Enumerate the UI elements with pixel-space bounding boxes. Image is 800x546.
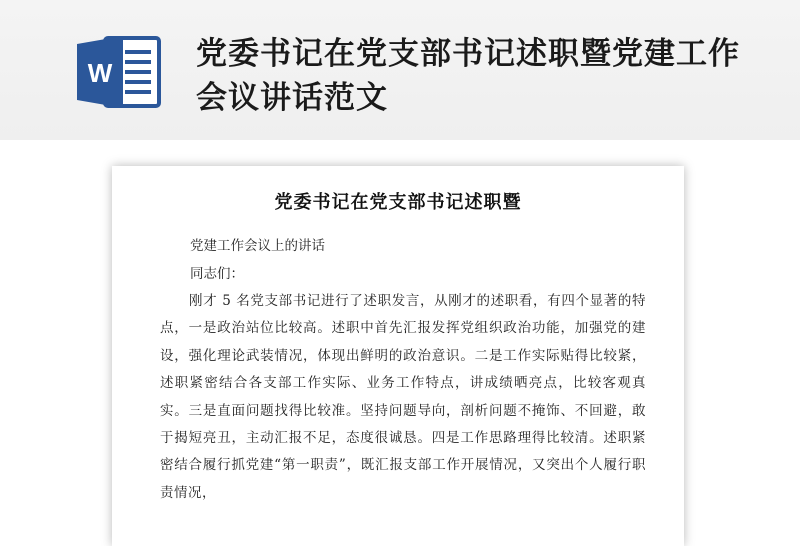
document-preview xyxy=(112,166,684,546)
document-heading: 党委书记在党支部书记述职暨 xyxy=(274,192,522,213)
word-icon-letter: W xyxy=(87,58,113,88)
document-body: 刚才 5 名党支部书记进行了述职发言，从刚才的述职看，有四个显著的特点，一是政治站位比较高。述职中首先汇报发挥党组织政治功能，加强党的建设，强化理论武装情况，体现出鲜明的政治意识。二是工作实际贴得比较紧，述职紧密结合各支部工作实际、业务工作特点，讲成绩晒亮点，比较客观真实。三是直面问题找得比较准。坚持问题导向，剖析问题不掩饰、不回避，敢于揭短亮丑，主动汇报不足，态度很诚恳。四是工作思路理得比较清。述职紧密结合履行抓党建“第一职责”，既汇报支部工作开展情况，又突出个人履行职责情况， xyxy=(160,293,646,501)
document-subtitle-line: 党建工作会议上的讲话 xyxy=(190,238,325,254)
banner xyxy=(0,0,800,140)
page-title: 党委书记在党支部书记述职暨党建工作会议讲话范文 xyxy=(196,36,740,116)
document-salutation: 同志们： xyxy=(190,266,244,282)
word-document-icon xyxy=(75,32,163,112)
